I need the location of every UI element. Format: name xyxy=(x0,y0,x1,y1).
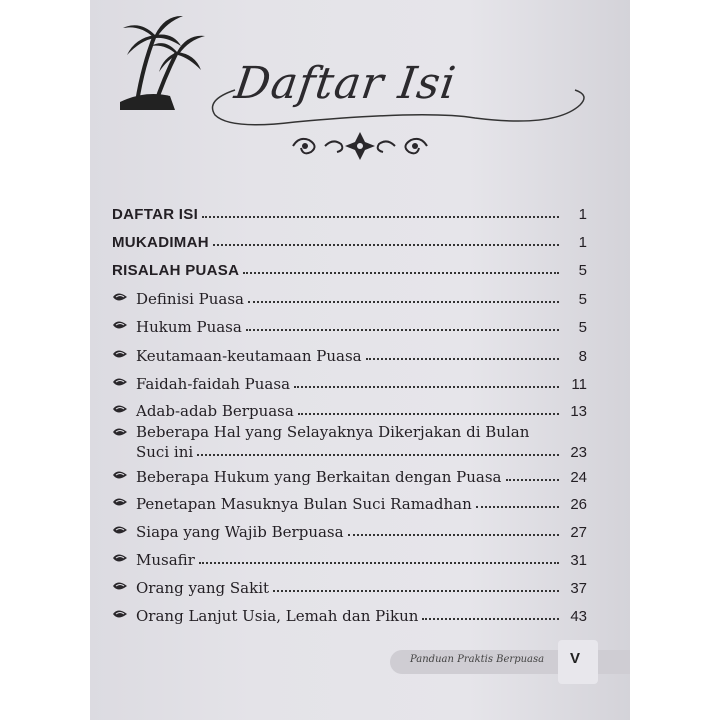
dot-leader xyxy=(246,329,559,331)
toc-entry-label: MUKADIMAH xyxy=(112,234,209,251)
leaf-bullet-icon xyxy=(112,375,136,393)
toc-entry-label: DAFTAR ISI xyxy=(112,206,199,223)
dot-leader xyxy=(298,413,559,415)
dot-leader xyxy=(273,590,559,592)
toc-entry-page: 27 xyxy=(570,524,587,541)
dot-leader xyxy=(197,454,559,456)
dot-leader xyxy=(366,358,559,360)
dot-leader xyxy=(476,506,559,508)
leaf-bullet-icon xyxy=(112,523,136,541)
toc-entry-page: 31 xyxy=(570,552,587,569)
leaf-bullet-icon xyxy=(112,318,136,336)
toc-entry-label: RISALAH PUASA xyxy=(112,262,240,279)
toc-entry-page: 5 xyxy=(578,262,587,279)
leaf-bullet-icon xyxy=(112,468,136,486)
leaf-bullet-icon xyxy=(112,551,136,569)
leaf-bullet-icon xyxy=(112,347,136,365)
toc-entry-page: 26 xyxy=(570,496,587,513)
footer-book-title: Panduan Praktis Berpuasa xyxy=(410,654,545,665)
leaf-bullet-icon xyxy=(112,495,136,513)
dot-leader xyxy=(243,272,559,274)
ornament-divider xyxy=(285,128,435,164)
leaf-bullet-icon xyxy=(112,402,136,420)
dot-leader xyxy=(506,479,560,481)
toc-entry-page: 13 xyxy=(570,403,587,420)
toc-entry-page: 37 xyxy=(570,580,587,597)
toc-entry-label-continued: Suci ini xyxy=(136,443,194,461)
toc-entry-label: Definisi Puasa xyxy=(136,290,244,308)
dot-leader xyxy=(348,534,559,536)
toc-entry-label: Penetapan Masuknya Bulan Suci Ramadhan xyxy=(136,495,472,513)
dot-leader xyxy=(202,216,559,218)
toc-entry-label: Siapa yang Wajib Berpuasa xyxy=(136,523,344,541)
leaf-bullet-icon xyxy=(112,579,136,597)
book-page xyxy=(90,0,630,720)
toc-entry-label: Musafir xyxy=(136,551,195,569)
toc-entry-page: 1 xyxy=(578,234,587,251)
dot-leader xyxy=(213,244,559,246)
toc-entry-label: Beberapa Hal yang Selayaknya Dikerjakan di Bulan xyxy=(136,423,530,441)
toc-entry-page: 5 xyxy=(578,319,587,336)
toc-entry-page: 1 xyxy=(578,206,587,223)
toc-entry[interactable] xyxy=(112,460,587,486)
toc-entry[interactable] xyxy=(112,599,587,625)
toc-entry-page: 5 xyxy=(578,291,587,308)
toc-entry[interactable] xyxy=(112,310,587,336)
toc-entry[interactable] xyxy=(112,282,587,308)
toc-entry-label: Orang yang Sakit xyxy=(136,579,270,597)
toc-entry[interactable] xyxy=(112,571,587,597)
page-title: Daftar Isi xyxy=(231,58,460,109)
toc-entry-label: Beberapa Hukum yang Berkaitan dengan Puasa xyxy=(136,468,502,486)
toc-entry-label: Keutamaan-keutamaan Puasa xyxy=(136,347,362,365)
toc-entry[interactable] xyxy=(112,394,587,420)
toc-entry-page: 8 xyxy=(578,348,587,365)
toc-entry-page: 24 xyxy=(570,469,587,486)
toc-entry-page: 23 xyxy=(570,444,587,461)
toc-entry[interactable] xyxy=(112,197,587,223)
toc-entry[interactable] xyxy=(112,225,587,251)
dot-leader xyxy=(199,562,559,564)
toc-entry-page: 43 xyxy=(570,608,587,625)
toc-entry[interactable] xyxy=(112,515,587,541)
toc-entry-page: 11 xyxy=(571,376,587,393)
toc-entry-label: Faidah-faidah Puasa xyxy=(136,375,291,393)
toc-entry[interactable] xyxy=(112,487,587,513)
toc-entry[interactable] xyxy=(112,339,587,365)
toc-entry[interactable] xyxy=(112,367,587,393)
background-area xyxy=(630,0,720,720)
dot-leader xyxy=(248,301,559,303)
leaf-bullet-icon xyxy=(112,290,136,308)
toc-entry[interactable] xyxy=(112,543,587,569)
page-number: V xyxy=(570,650,581,667)
leaf-bullet-icon xyxy=(112,425,128,443)
toc-entry[interactable] xyxy=(112,253,587,279)
leaf-bullet-icon xyxy=(112,607,136,625)
toc-entry-label: Hukum Puasa xyxy=(136,318,242,336)
toc-entry-label: Orang Lanjut Usia, Lemah dan Pikun xyxy=(136,607,419,625)
dot-leader xyxy=(422,618,559,620)
toc-entry-label: Adab-adab Berpuasa xyxy=(136,402,294,420)
dot-leader xyxy=(294,386,559,388)
